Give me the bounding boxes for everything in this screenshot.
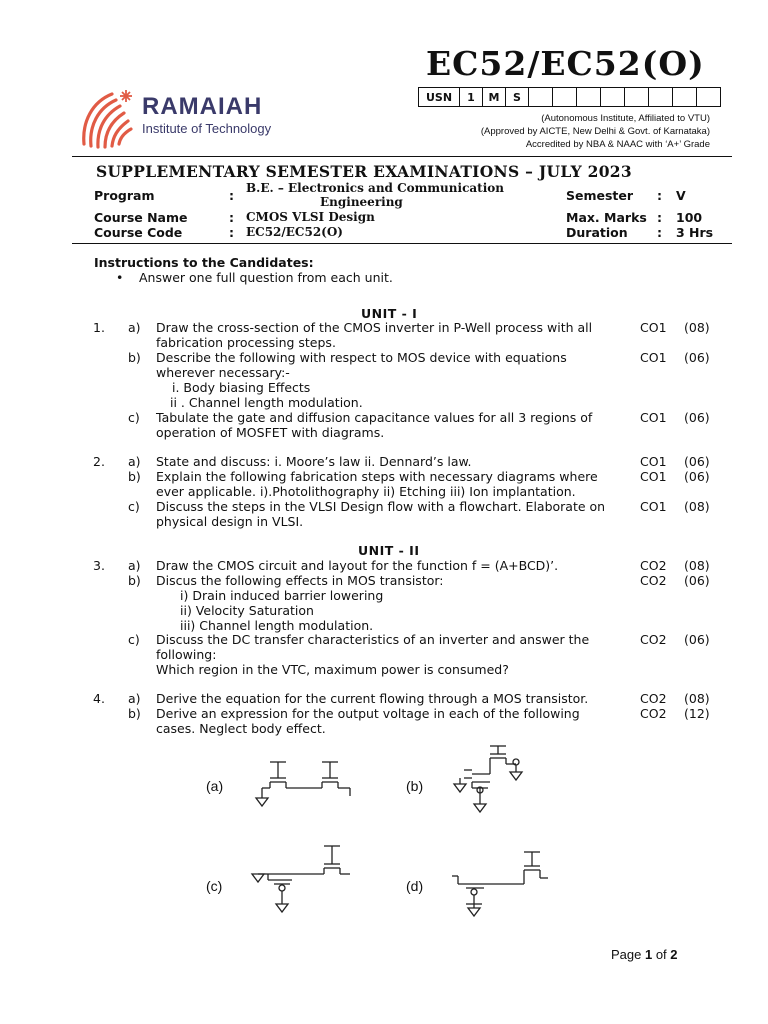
sub-item: i. Body biasing Effects: [172, 380, 311, 395]
sub-item: ii . Channel length modulation.: [170, 395, 363, 410]
sub-item: i) Drain induced barrier lowering: [180, 588, 384, 603]
duration-label: Duration: [566, 225, 628, 240]
course-code-value: EC52/EC52(O): [246, 225, 343, 239]
co-label: CO1: [640, 469, 667, 484]
usn-cell: M: [483, 88, 506, 106]
duration-value: 3 Hrs: [676, 225, 714, 240]
sub-item: iii) Channel length modulation.: [180, 618, 374, 633]
part-label: c): [128, 632, 140, 647]
question-number: 4.: [93, 691, 105, 706]
page-total: 2: [670, 947, 678, 962]
marks: (06): [684, 454, 710, 469]
footer-prefix: Page: [611, 947, 645, 962]
co-label: CO1: [640, 350, 667, 365]
colon: :: [657, 210, 662, 225]
question-text: following:: [156, 647, 217, 662]
part-label: a): [128, 691, 141, 706]
marks: (08): [684, 499, 710, 514]
question-text: Describe the following with respect to MOS device with equations: [156, 350, 567, 365]
part-label: c): [128, 410, 140, 425]
colon: :: [229, 225, 234, 240]
semester-label: Semester: [566, 188, 634, 203]
marks: (08): [684, 558, 710, 573]
co-label: CO1: [640, 320, 667, 335]
divider: [72, 243, 732, 244]
question-number: 1.: [93, 320, 105, 335]
marks: (06): [684, 410, 710, 425]
part-label: a): [128, 558, 141, 573]
part-label: a): [128, 320, 141, 335]
program-value-2: Engineering: [320, 195, 403, 209]
usn-label: USN: [419, 88, 460, 106]
page-number: 1: [644, 947, 653, 962]
program-value: B.E. – Electronics and Communication: [246, 181, 504, 195]
usn-cell: [649, 88, 673, 106]
co-label: CO1: [640, 499, 667, 514]
co-label: CO2: [640, 573, 667, 588]
affiliation-line: (Approved by AICTE, New Delhi & Govt. of Karnataka): [480, 126, 710, 137]
question-text: State and discuss: i. Moore’s law ii. Dennard’s law.: [156, 454, 472, 469]
usn-cell: 1: [460, 88, 483, 106]
page-footer: [611, 947, 678, 962]
co-label: CO2: [640, 691, 667, 706]
part-label: b): [128, 573, 141, 588]
question-text: cases. Neglect body effect.: [156, 721, 326, 736]
part-label: b): [128, 706, 141, 721]
ramaiah-logo-icon: [76, 88, 138, 150]
divider: [72, 156, 732, 157]
figure-label-c: (c): [206, 878, 223, 894]
course-name-label: Course Name: [94, 210, 188, 225]
course-name-value: CMOS VLSI Design: [246, 210, 375, 224]
marks: (06): [684, 350, 710, 365]
usn-cell: [577, 88, 601, 106]
usn-cell: [553, 88, 577, 106]
part-label: b): [128, 469, 141, 484]
question-text: Draw the cross-section of the CMOS inverter in P-Well process with all: [156, 320, 593, 335]
question-text: fabrication processing steps.: [156, 335, 336, 350]
unit-heading: UNIT - I: [361, 306, 418, 321]
max-marks-label: Max. Marks: [566, 210, 647, 225]
affiliation-line: (Autonomous Institute, Affiliated to VTU): [541, 113, 710, 124]
question-text: Tabulate the gate and diffusion capacitance values for all 3 regions of: [156, 410, 593, 425]
question-text: ever applicable. i).Photolithography ii) Etching iii) Ion implantation.: [156, 484, 576, 499]
question-text: Which region in the VTC, maximum power is consumed?: [156, 662, 509, 677]
colon: :: [229, 188, 234, 203]
semester-value: V: [676, 188, 686, 203]
question-text: Explain the following fabrication steps with necessary diagrams where: [156, 469, 598, 484]
course-code-label: Course Code: [94, 225, 183, 240]
question-text: Derive the equation for the current flowing through a MOS transistor.: [156, 691, 589, 706]
circuit-d-diagram: [450, 848, 550, 928]
usn-cell: [625, 88, 649, 106]
circuit-a-diagram: [250, 756, 360, 812]
question-text: Discuss the steps in the VLSI Design flow with a flowchart. Elaborate on: [156, 499, 606, 514]
co-label: CO2: [640, 632, 667, 647]
marks: (06): [684, 573, 710, 588]
sub-item: ii) Velocity Saturation: [180, 603, 314, 618]
figure-label-d: (d): [406, 878, 424, 894]
affiliation-line: Accredited by NBA & NAAC with ‘A+’ Grade: [525, 139, 710, 150]
institute-name: RAMAIAH: [142, 93, 263, 120]
marks: (06): [684, 469, 710, 484]
circuit-b-diagram: [450, 742, 540, 824]
footer-mid: of: [652, 947, 671, 962]
colon: :: [657, 188, 662, 203]
question-text: physical design in VLSI.: [156, 514, 304, 529]
part-label: b): [128, 350, 141, 365]
part-label: c): [128, 499, 140, 514]
figure-label-b: (b): [406, 778, 424, 794]
marks: (08): [684, 691, 710, 706]
question-text: wherever necessary:-: [156, 365, 290, 380]
usn-cell: [697, 88, 720, 106]
usn-boxes: [418, 87, 721, 107]
question-text: Draw the CMOS circuit and layout for the function f = (A+BCD)’.: [156, 558, 559, 573]
part-label: a): [128, 454, 141, 469]
co-label: CO2: [640, 558, 667, 573]
institute-subtitle: Institute of Technology: [142, 121, 272, 136]
marks: (08): [684, 320, 710, 335]
program-label: Program: [94, 188, 155, 203]
question-text: operation of MOSFET with diagrams.: [156, 425, 385, 440]
question-number: 3.: [93, 558, 105, 573]
colon: :: [229, 210, 234, 225]
circuit-c-diagram: [250, 842, 360, 922]
figure-label-a: (a): [206, 778, 224, 794]
question-text: Derive an expression for the output voltage in each of the following: [156, 706, 580, 721]
usn-cell: [601, 88, 625, 106]
co-label: CO2: [640, 706, 667, 721]
question-text: Discus the following effects in MOS transistor:: [156, 573, 444, 588]
marks: (12): [684, 706, 710, 721]
marks: (06): [684, 632, 710, 647]
co-label: CO1: [640, 410, 667, 425]
usn-cell: [673, 88, 697, 106]
question-text: Discuss the DC transfer characteristics of an inverter and answer the: [156, 632, 590, 647]
co-label: CO1: [640, 454, 667, 469]
bullet-icon: •: [116, 270, 124, 285]
usn-cell: S: [506, 88, 529, 106]
max-marks-value: 100: [676, 210, 703, 225]
usn-cell: [529, 88, 553, 106]
exam-title: SUPPLEMENTARY SEMESTER EXAMINATIONS – JULY 2023: [96, 162, 632, 181]
instruction-item: Answer one full question from each unit.: [139, 270, 393, 285]
instructions-heading: Instructions to the Candidates:: [94, 255, 314, 270]
paper-code: EC52/EC52(O): [426, 44, 705, 83]
unit-heading: UNIT - II: [358, 543, 420, 558]
question-number: 2.: [93, 454, 105, 469]
colon: :: [657, 225, 662, 240]
